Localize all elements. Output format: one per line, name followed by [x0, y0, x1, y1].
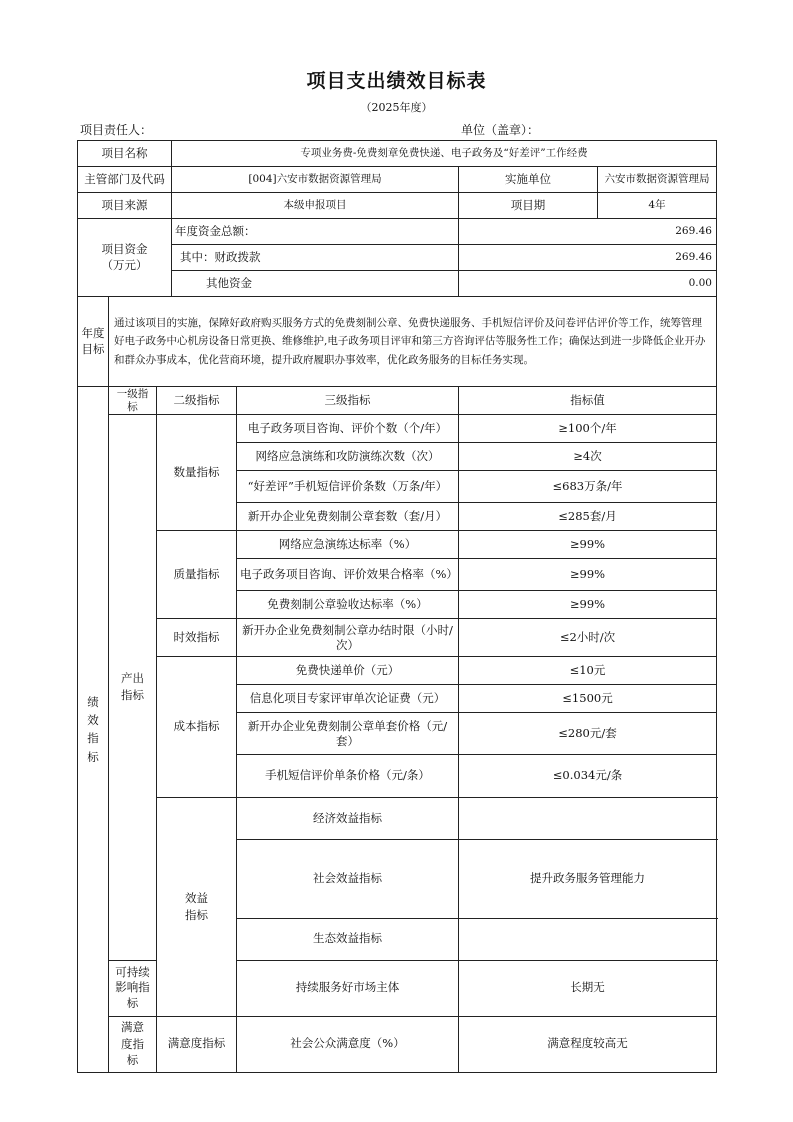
other-label: 其他资金 — [172, 271, 459, 297]
table-row — [78, 531, 717, 559]
perf-label — [78, 387, 109, 1073]
output-label-text: 产出指标 — [120, 671, 144, 703]
indicator-value: ≤1500元 — [459, 685, 717, 713]
funds-label — [78, 219, 172, 297]
perf-label-char: 标 — [87, 749, 99, 764]
indicator-name: 新开办企业免费刻制公章套数（套/月） — [237, 503, 459, 531]
perf-label-char: 指 — [87, 731, 99, 746]
indicator-name: 社会公众满意度（%） — [237, 1016, 459, 1072]
indicator-name: 免费刻制公章验收达标率（%） — [237, 591, 459, 619]
cost-label: 成本指标 — [157, 657, 237, 798]
indicator-value: 满意程度较高无 — [459, 1016, 717, 1072]
goal-label-line2: 目标 — [81, 341, 105, 356]
eco-label: 生态效益指标 — [237, 918, 459, 960]
indicator-value: ≤285套/月 — [459, 503, 717, 531]
row-dept — [78, 167, 717, 193]
goal-label-line1: 年度 — [81, 325, 105, 340]
total-value: 269.46 — [459, 219, 717, 245]
project-name-label: 项目名称 — [78, 141, 172, 167]
perf-label-char: 绩 — [87, 694, 99, 709]
satisfaction-l2-label: 满意度指标 — [157, 1016, 237, 1072]
header-level2: 二级指标 — [157, 387, 237, 415]
table-row — [78, 1016, 717, 1072]
indicator-value: ≥4次 — [459, 443, 717, 471]
header-level3: 三级指标 — [237, 387, 459, 415]
output-label — [109, 415, 157, 961]
indicator-name — [459, 798, 717, 840]
benefit-label-text: 效益指标 — [184, 890, 208, 922]
period-label: 项目期 — [459, 193, 598, 219]
total-label: 年度资金总额： — [172, 219, 459, 245]
indicator-name: 电子政务项目咨询、评价效果合格率（%） — [237, 559, 459, 591]
funds-label-line1: 项目资金 — [101, 241, 148, 256]
source-label: 项目来源 — [78, 193, 172, 219]
unit-label: 单位（盖章）： — [461, 123, 540, 137]
indicator-value: ≤683万条/年 — [459, 471, 717, 503]
indicator-name: 新开办企业免费刻制公章办结时限（小时/次） — [237, 619, 459, 657]
indicator-value: ≤280元/套 — [459, 713, 717, 755]
header-level1: 一级指标 — [109, 387, 157, 415]
perf-label-char: 效 — [87, 712, 99, 727]
indicator-name: 网络应急演练和攻防演练次数（次） — [237, 443, 459, 471]
quantity-label: 数量指标 — [157, 415, 237, 531]
fiscal-value: 269.46 — [459, 245, 717, 271]
table-row — [78, 798, 717, 840]
indicator-name: 提升政务服务管理能力 — [459, 840, 717, 919]
row-funds-fiscal — [78, 245, 717, 271]
indicator-name: 电子政务项目咨询、评价个数（个/年） — [237, 415, 459, 443]
satisfaction-l1-label — [109, 1016, 157, 1072]
indicator-name: 持续服务好市场主体 — [237, 960, 459, 1016]
social-label: 社会效益指标 — [237, 840, 459, 919]
economic-label: 经济效益指标 — [237, 798, 459, 840]
indicator-value: ≥99% — [459, 559, 717, 591]
performance-table — [77, 140, 717, 1073]
indicator-name: “好差评”手机短信评价条数（万条/年） — [237, 471, 459, 503]
indicator-value: ≤10元 — [459, 657, 717, 685]
year-label: （2025年度） — [360, 101, 433, 114]
table-row — [78, 415, 717, 443]
fiscal-label: 其中：财政拨款 — [172, 245, 459, 271]
quality-label: 质量指标 — [157, 531, 237, 619]
impl-unit-value: 六安市数据资源管理局 — [598, 167, 717, 193]
source-value: 本级申报项目 — [172, 193, 459, 219]
goal-label — [78, 297, 109, 387]
row-funds-total — [78, 219, 717, 245]
row-source — [78, 193, 717, 219]
goal-text: 通过该项目的实施，保障好政府购买服务方式的免费刻制公章、免费快递服务、手机短信评价及问卷评估评价等工作，统筹管理好电子政务中心机房设备日常更换、维修维护,电子政务项目评审和第三方咨询评估等服务性工作；确保达到进一步降低企业开办和群众办事成本，优化营商环境，提升政府履职办事效率，优化政务服务的目标任务实现。 — [109, 297, 717, 387]
indicator-name: 网络应急演练达标率（%） — [237, 531, 459, 559]
satisfaction-l1-text: 满意度指标 — [120, 1020, 144, 1068]
table-row — [78, 619, 717, 657]
timeliness-label: 时效指标 — [157, 619, 237, 657]
indicator-value: ≥99% — [459, 531, 717, 559]
funds-label-line2: （万元） — [101, 257, 148, 272]
header-value: 指标值 — [459, 387, 717, 415]
dept-value: [004]六安市数据资源管理局 — [172, 167, 459, 193]
row-funds-other — [78, 271, 717, 297]
row-project-name — [78, 141, 717, 167]
dept-label: 主管部门及代码 — [78, 167, 172, 193]
indicator-value: ≥100个/年 — [459, 415, 717, 443]
impl-unit-label: 实施单位 — [459, 167, 598, 193]
sustain-label: 可持续影响指标 — [109, 960, 157, 1016]
page-title: 项目支出绩效目标表 — [306, 70, 487, 92]
row-perf-header — [78, 387, 717, 415]
project-name-value: 专项业务费-免费刻章免费快递、电子政务及“好差评”工作经费 — [172, 141, 717, 167]
indicator-name: 免费快递单价（元） — [237, 657, 459, 685]
indicator-value: ≤2小时/次 — [459, 619, 717, 657]
other-value: 0.00 — [459, 271, 717, 297]
indicator-name: 新开办企业免费刻制公章单套价格（元/套） — [237, 713, 459, 755]
table-row — [78, 657, 717, 685]
indicator-name: 手机短信评价单条价格（元/条） — [237, 755, 459, 798]
row-goal — [78, 297, 717, 387]
indicator-name — [459, 918, 717, 960]
indicator-value: ≤0.034元/条 — [459, 755, 717, 798]
period-value: 4年 — [598, 193, 717, 219]
indicator-value: 长期无 — [459, 960, 717, 1016]
benefit-label — [157, 798, 237, 1017]
indicator-name: 信息化项目专家评审单次论证费（元） — [237, 685, 459, 713]
indicator-value: ≥99% — [459, 591, 717, 619]
responsible-label: 项目责任人： — [80, 123, 153, 137]
